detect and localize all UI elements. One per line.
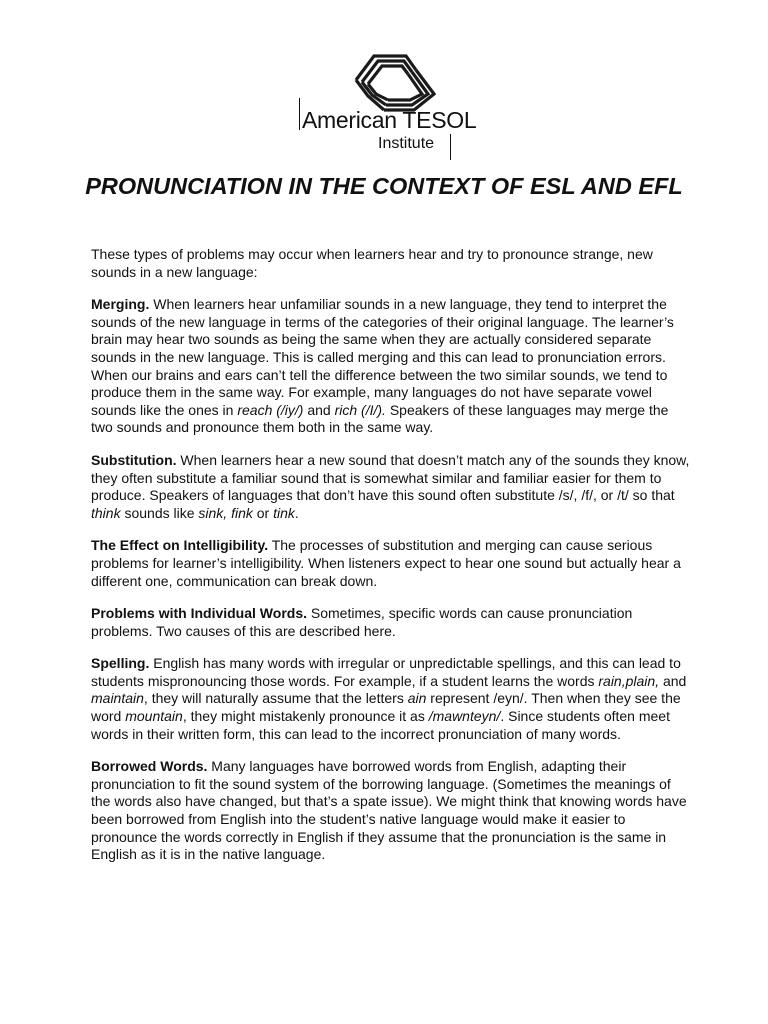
spelling-text-4: represent /eyn/. Then when they see the word: [91, 690, 681, 725]
substitution-text-3: or: [252, 504, 274, 521]
merging-text-1: When learners hear unfamiliar sounds in a new language, they tend to interpret the sounds of the new language in terms of the categories of their original language. The learner’s brain may hear two sounds as being the same when they are actually considered separate sounds in the new language. This is called merging and this can lead to pronunciation errors. When our brains and ears can’t tell the difference between the two similar sounds, we tend to produce them in the same way. For example, many languages do not have separate vowel sounds like the ones in: [91, 296, 674, 418]
substitution-example-2: sink, fink: [198, 504, 253, 521]
substitution-text-1: When learners hear a new sound that doesn’t match any of the sounds they know, they often substitute a familiar sound that is somewhat similar and familiar easier for them to produce. Speakers of languages that don’t have this sound often substitute /s/, /f/, or /t/ so that: [91, 451, 690, 504]
logo-brand-name: American TESOL: [302, 107, 477, 133]
intro-paragraph: [91, 246, 691, 281]
spelling-text-6: . Since students often meet words in their written form, this can lead to the incorrect pronunciation of many words.: [91, 708, 670, 742]
individual-words-heading: Problems with Individual Words.: [91, 605, 307, 622]
logo: [296, 50, 496, 162]
merging-example-2: rich (/I/).: [334, 401, 386, 418]
individual-words-paragraph: [91, 605, 691, 640]
document-body: [91, 246, 691, 879]
spelling-example-1: rain,plain,: [598, 672, 660, 689]
stacked-chevron-logo-icon: [354, 50, 440, 112]
merging-text-2: and: [303, 401, 335, 418]
substitution-heading: Substitution.: [91, 451, 177, 468]
spelling-example-4: mountain: [125, 708, 183, 725]
spelling-example-2: maintain: [91, 690, 144, 707]
spelling-heading: Spelling.: [91, 655, 150, 672]
substitution-text-2: sounds like: [120, 504, 199, 521]
spelling-text-3: , they will naturally assume that the letters: [143, 690, 408, 707]
individual-words-text: Sometimes, specific words can cause pronunciation problems. Two causes of this are described here.: [91, 605, 633, 639]
logo-rule-right: [450, 134, 451, 160]
intelligibility-paragraph: [91, 537, 691, 590]
spelling-example-5: /mawnteyn/: [428, 708, 501, 725]
spelling-paragraph: [91, 655, 691, 743]
merging-text-3: Speakers of these languages may merge the two sounds and pronounce them both in the same way.: [91, 401, 669, 436]
intelligibility-text: The processes of substitution and merging can cause serious problems for learner’s intelligibility. When listeners expect to hear one sound but actually hear a different one, communication can break down.: [91, 537, 681, 589]
borrowed-words-heading: Borrowed Words.: [91, 758, 208, 775]
logo-rule-left: [299, 98, 300, 130]
merging-heading: Merging.: [91, 296, 150, 313]
substitution-example-3: tink: [273, 504, 295, 521]
intelligibility-heading: The Effect on Intelligibility.: [91, 537, 269, 554]
intro-text: These types of problems may occur when learners hear and try to pronounce strange, new sounds in a new language:: [91, 246, 653, 280]
spelling-text-1: English has many words with irregular or unpredictable spellings, and this can lead to students mispronouncing those words. For example, if a student learns the words: [91, 655, 681, 689]
borrowed-words-text: Many languages have borrowed words from English, adapting their pronunciation to fit the sound system of the borrowing language. (Sometimes the meanings of the words also have changed, but that’s a spate issue). We might think that knowing words have been borrowed from English into the student’s native language would make it easier to pronounce the words correctly in English if they assume that the pronunciation is the same in English as it is in the native language.: [91, 758, 687, 863]
spelling-example-3: ain: [407, 690, 427, 707]
spelling-text-2: and: [659, 672, 687, 689]
substitution-text-4: .: [294, 504, 299, 521]
borrowed-words-paragraph: [91, 758, 691, 864]
substitution-example-1: think: [91, 504, 121, 521]
logo-brand-subtitle: Institute: [378, 135, 435, 152]
document-title: PRONUNCIATION IN THE CONTEXT OF ESL AND EFL: [85, 173, 683, 199]
merging-example-1: reach (/iy/): [237, 401, 304, 418]
merging-paragraph: [91, 296, 691, 437]
spelling-text-5: , they might mistakenly pronounce it as: [182, 708, 429, 725]
substitution-paragraph: [91, 452, 691, 522]
